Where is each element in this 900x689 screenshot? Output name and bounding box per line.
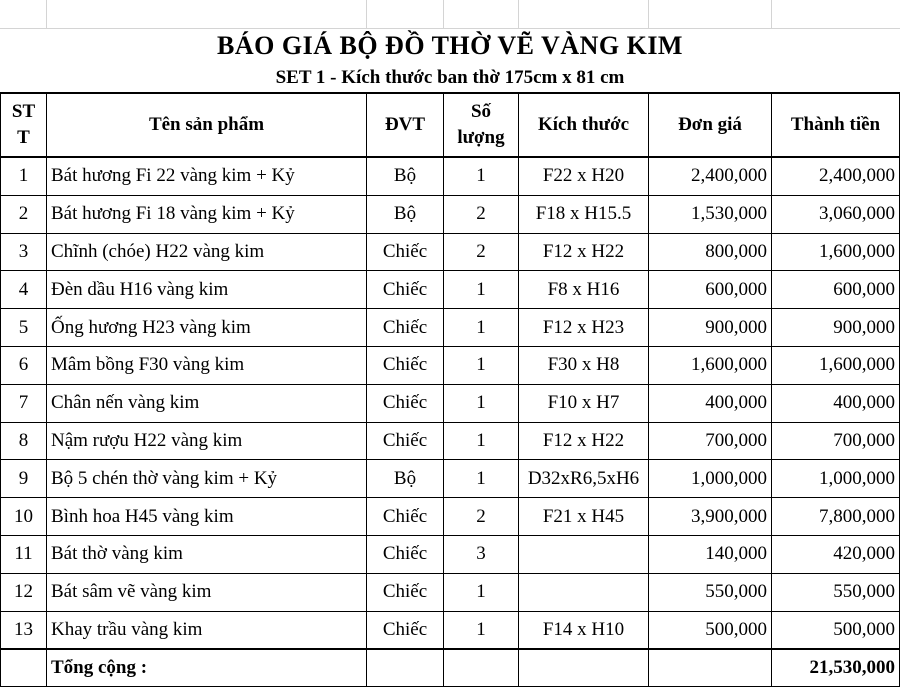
row-unit-price[interactable]: 400,000 bbox=[649, 384, 772, 422]
row-line-total[interactable]: 1,000,000 bbox=[772, 460, 900, 498]
header-price[interactable]: Đơn giá bbox=[649, 93, 772, 157]
row-size[interactable] bbox=[519, 573, 649, 611]
row-quantity[interactable]: 2 bbox=[444, 498, 519, 536]
header-name[interactable]: Tên sản phẩm bbox=[47, 93, 367, 157]
row-quantity[interactable]: 1 bbox=[444, 422, 519, 460]
row-product-name[interactable]: Bộ 5 chén thờ vàng kim + Kỷ bbox=[47, 460, 367, 498]
row-line-total[interactable]: 400,000 bbox=[772, 384, 900, 422]
row-size[interactable] bbox=[519, 535, 649, 573]
row-quantity[interactable]: 1 bbox=[444, 309, 519, 347]
grid-line bbox=[518, 0, 519, 28]
row-line-total[interactable]: 900,000 bbox=[772, 309, 900, 347]
row-line-total[interactable]: 700,000 bbox=[772, 422, 900, 460]
row-unit[interactable]: Chiếc bbox=[367, 573, 444, 611]
row-product-name[interactable]: Ống hương H23 vàng kim bbox=[47, 309, 367, 347]
row-stt[interactable]: 8 bbox=[1, 422, 47, 460]
row-unit-price[interactable]: 1,600,000 bbox=[649, 346, 772, 384]
row-quantity[interactable]: 2 bbox=[444, 195, 519, 233]
row-unit[interactable]: Chiếc bbox=[367, 384, 444, 422]
row-size[interactable]: D32xR6,5xH6 bbox=[519, 460, 649, 498]
row-line-total[interactable]: 3,060,000 bbox=[772, 195, 900, 233]
row-unit[interactable]: Chiếc bbox=[367, 309, 444, 347]
row-line-total[interactable]: 7,800,000 bbox=[772, 498, 900, 536]
row-quantity[interactable]: 1 bbox=[444, 384, 519, 422]
row-stt[interactable]: 9 bbox=[1, 460, 47, 498]
grid-line bbox=[46, 0, 47, 28]
table-row bbox=[1, 271, 900, 309]
grid-line bbox=[648, 0, 649, 28]
row-product-name[interactable]: Đèn dầu H16 vàng kim bbox=[47, 271, 367, 309]
row-unit[interactable]: Bộ bbox=[367, 157, 444, 195]
grid-line bbox=[443, 0, 444, 28]
row-unit-price[interactable]: 900,000 bbox=[649, 309, 772, 347]
total-label[interactable]: Tổng cộng : bbox=[47, 649, 367, 687]
row-unit[interactable]: Bộ bbox=[367, 460, 444, 498]
row-unit-price[interactable]: 2,400,000 bbox=[649, 157, 772, 195]
header-stt-line2: T bbox=[17, 127, 30, 148]
row-quantity[interactable]: 1 bbox=[444, 157, 519, 195]
row-unit[interactable]: Chiếc bbox=[367, 422, 444, 460]
row-product-name[interactable]: Bát hương Fi 22 vàng kim + Kỷ bbox=[47, 157, 367, 195]
row-size[interactable]: F12 x H23 bbox=[519, 309, 649, 347]
row-size[interactable]: F12 x H22 bbox=[519, 233, 649, 271]
row-unit[interactable]: Chiếc bbox=[367, 271, 444, 309]
row-product-name[interactable]: Chĩnh (chóe) H22 vàng kim bbox=[47, 233, 367, 271]
row-unit-price[interactable]: 500,000 bbox=[649, 611, 772, 649]
total-price-cell[interactable] bbox=[649, 649, 772, 687]
total-unit-cell[interactable] bbox=[367, 649, 444, 687]
row-unit-price[interactable]: 800,000 bbox=[649, 233, 772, 271]
row-unit-price[interactable]: 140,000 bbox=[649, 535, 772, 573]
row-unit-price[interactable]: 1,530,000 bbox=[649, 195, 772, 233]
total-row bbox=[1, 649, 900, 687]
row-stt[interactable]: 2 bbox=[1, 195, 47, 233]
table-row bbox=[1, 498, 900, 536]
row-unit[interactable]: Bộ bbox=[367, 195, 444, 233]
row-quantity[interactable]: 2 bbox=[444, 233, 519, 271]
table-row bbox=[1, 535, 900, 573]
row-unit[interactable]: Chiếc bbox=[367, 611, 444, 649]
row-product-name[interactable]: Mâm bồng F30 vàng kim bbox=[47, 346, 367, 384]
row-stt[interactable]: 1 bbox=[1, 157, 47, 195]
total-qty-cell[interactable] bbox=[444, 649, 519, 687]
header-stt[interactable] bbox=[1, 93, 47, 157]
table-row bbox=[1, 422, 900, 460]
row-product-name[interactable]: Bát sâm vẽ vàng kim bbox=[47, 573, 367, 611]
row-unit-price[interactable]: 700,000 bbox=[649, 422, 772, 460]
table-body bbox=[1, 157, 900, 649]
grid-line bbox=[366, 0, 367, 28]
header-qty-line2: lượng bbox=[457, 127, 505, 148]
row-stt[interactable]: 11 bbox=[1, 535, 47, 573]
table-row bbox=[1, 460, 900, 498]
row-stt[interactable]: 4 bbox=[1, 271, 47, 309]
row-quantity[interactable]: 1 bbox=[444, 271, 519, 309]
row-product-name[interactable]: Bát hương Fi 18 vàng kim + Kỷ bbox=[47, 195, 367, 233]
row-unit-price[interactable]: 600,000 bbox=[649, 271, 772, 309]
row-quantity[interactable]: 1 bbox=[444, 460, 519, 498]
row-product-name[interactable]: Bình hoa H45 vàng kim bbox=[47, 498, 367, 536]
row-stt[interactable]: 13 bbox=[1, 611, 47, 649]
table-row bbox=[1, 157, 900, 195]
row-size[interactable]: F12 x H22 bbox=[519, 422, 649, 460]
row-size[interactable]: F8 x H16 bbox=[519, 271, 649, 309]
header-size[interactable]: Kích thước bbox=[519, 93, 649, 157]
table-row bbox=[1, 384, 900, 422]
total-stt-cell[interactable] bbox=[1, 649, 47, 687]
grand-total[interactable]: 21,530,000 bbox=[772, 649, 900, 687]
row-stt[interactable]: 7 bbox=[1, 384, 47, 422]
row-line-total[interactable]: 420,000 bbox=[772, 535, 900, 573]
row-size[interactable]: F21 x H45 bbox=[519, 498, 649, 536]
row-size[interactable]: F18 x H15.5 bbox=[519, 195, 649, 233]
row-unit[interactable]: Chiếc bbox=[367, 346, 444, 384]
header-qty[interactable] bbox=[444, 93, 519, 157]
row-stt[interactable]: 3 bbox=[1, 233, 47, 271]
row-unit-price[interactable]: 3,900,000 bbox=[649, 498, 772, 536]
table-row bbox=[1, 573, 900, 611]
row-product-name[interactable]: Bát thờ vàng kim bbox=[47, 535, 367, 573]
table-row bbox=[1, 233, 900, 271]
row-stt[interactable]: 12 bbox=[1, 573, 47, 611]
row-quantity[interactable]: 1 bbox=[444, 346, 519, 384]
header-qty-line1: Số bbox=[470, 101, 492, 122]
row-line-total[interactable]: 550,000 bbox=[772, 573, 900, 611]
page-subtitle[interactable]: SET 1 - Kích thước ban thờ 175cm x 81 cm bbox=[275, 67, 625, 88]
row-stt[interactable]: 10 bbox=[1, 498, 47, 536]
row-line-total[interactable]: 1,600,000 bbox=[772, 233, 900, 271]
row-unit-price[interactable]: 1,000,000 bbox=[649, 460, 772, 498]
row-product-name[interactable]: Khay trầu vàng kim bbox=[47, 611, 367, 649]
row-unit-price[interactable]: 550,000 bbox=[649, 573, 772, 611]
table-header-row bbox=[1, 93, 900, 157]
row-line-total[interactable]: 1,600,000 bbox=[772, 346, 900, 384]
row-unit[interactable]: Chiếc bbox=[367, 233, 444, 271]
table-row bbox=[1, 611, 900, 649]
row-size[interactable]: F10 x H7 bbox=[519, 384, 649, 422]
table-row bbox=[1, 346, 900, 384]
header-stt-line1: ST bbox=[11, 101, 36, 122]
table-row bbox=[1, 195, 900, 233]
table-row bbox=[1, 309, 900, 347]
row-unit[interactable]: Chiếc bbox=[367, 535, 444, 573]
grid-line bbox=[771, 0, 772, 28]
price-table bbox=[0, 92, 900, 687]
row-product-name[interactable]: Nậm rượu H22 vàng kim bbox=[47, 422, 367, 460]
row-quantity[interactable]: 1 bbox=[444, 611, 519, 649]
row-stt[interactable]: 5 bbox=[1, 309, 47, 347]
row-line-total[interactable]: 2,400,000 bbox=[772, 157, 900, 195]
row-size[interactable]: F22 x H20 bbox=[519, 157, 649, 195]
row-size[interactable]: F30 x H8 bbox=[519, 346, 649, 384]
total-size-cell[interactable] bbox=[519, 649, 649, 687]
page-title[interactable]: BÁO GIÁ BỘ ĐỒ THỜ VẼ VÀNG KIM bbox=[217, 31, 683, 60]
row-product-name[interactable]: Chân nến vàng kim bbox=[47, 384, 367, 422]
spreadsheet-top-gridlines bbox=[0, 0, 900, 29]
row-line-total[interactable]: 500,000 bbox=[772, 611, 900, 649]
row-size[interactable]: F14 x H10 bbox=[519, 611, 649, 649]
row-unit[interactable]: Chiếc bbox=[367, 498, 444, 536]
row-line-total[interactable]: 600,000 bbox=[772, 271, 900, 309]
row-quantity[interactable]: 3 bbox=[444, 535, 519, 573]
header-unit[interactable]: ĐVT bbox=[367, 93, 444, 157]
row-quantity[interactable]: 1 bbox=[444, 573, 519, 611]
header-total[interactable]: Thành tiền bbox=[772, 93, 900, 157]
row-stt[interactable]: 6 bbox=[1, 346, 47, 384]
